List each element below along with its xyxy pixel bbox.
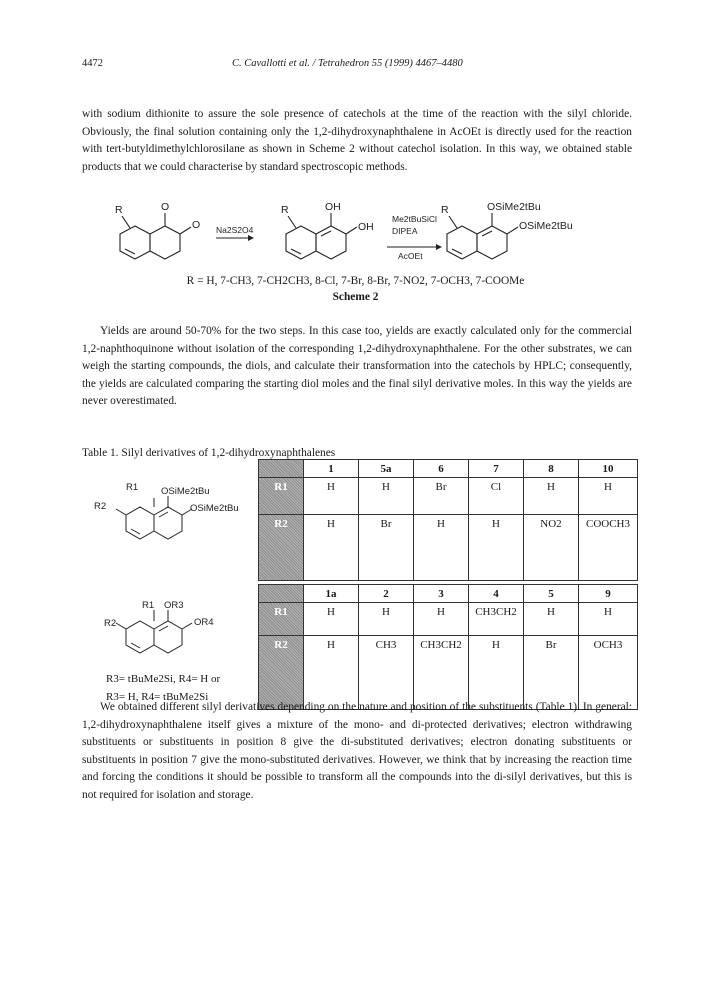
cell-r2: OCH3 — [579, 636, 638, 710]
cell-r2: COOCH3 — [579, 515, 638, 581]
struct2-label-r2: R2 — [104, 618, 117, 629]
corner-cell — [259, 460, 304, 478]
struct2-ring-left — [126, 621, 154, 653]
scheme-substituents: R = H, 7-CH3, 7-CH2CH3, 8-Cl, 7-Br, 8-Br, 7-NO2, 7-OCH3, 7-COOMe — [186, 275, 525, 287]
compound-header: 3 — [414, 585, 469, 603]
compound-header: 10 — [579, 460, 638, 478]
row-label-r2: R2 — [259, 515, 304, 581]
cell-r1: H — [579, 478, 638, 515]
table-caption: Table 1. Silyl derivatives of 1,2-dihydroxynaphthalenes — [82, 447, 336, 459]
cell-r1: H — [579, 603, 638, 636]
struct2-label-or3: OR3 — [164, 600, 184, 611]
compound-header: 1a — [304, 585, 359, 603]
cell-r2: CH3CH2 — [414, 636, 469, 710]
struct2-label-or4: OR4 — [194, 617, 214, 628]
struct1-label-osi2: OSiMe2tBu — [190, 503, 239, 514]
compound-header: 4 — [469, 585, 524, 603]
compound-header: 5a — [359, 460, 414, 478]
structure-disilyl — [86, 478, 256, 566]
struct1-label-osi1: OSiMe2tBu — [161, 486, 210, 497]
cell-r2: NO2 — [524, 515, 579, 581]
structure2-note-2: R3= H, R4= tBuMe2Si — [106, 691, 209, 703]
molecule1-ring-left — [120, 226, 150, 259]
mol2-label-r: R — [281, 204, 289, 216]
cell-r1: H — [304, 603, 359, 636]
struct2-ring-right — [154, 621, 182, 653]
mol3-label-r: R — [441, 204, 449, 216]
mol2-label-oh1: OH — [325, 201, 341, 213]
row-label-r1: R1 — [259, 478, 304, 515]
row-label-r1: R1 — [259, 603, 304, 636]
page-number: 4472 — [82, 58, 103, 69]
mol1-label-o1: O — [161, 201, 170, 213]
mol3-label-osi1: OSiMe2tBu — [487, 201, 541, 213]
compound-header: 1 — [304, 460, 359, 478]
cell-r2: H — [469, 515, 524, 581]
arrow-2-head — [436, 244, 442, 250]
molecule2-ring-left — [286, 226, 316, 259]
table-block-1 — [258, 459, 638, 581]
cell-r1: H — [359, 478, 414, 515]
struct1-label-r1: R1 — [126, 482, 139, 493]
mol2-label-oh2: OH — [358, 221, 374, 233]
corner-cell — [259, 585, 304, 603]
struct1-ring-left — [126, 507, 154, 539]
structure2-note-1: R3= tBuMe2Si, R4= H or — [106, 673, 221, 685]
cell-r2: CH3 — [359, 636, 414, 710]
struct1-label-r2: R2 — [94, 501, 107, 512]
paragraph-intro: with sodium dithionite to assure the sole presence of catechols at the time of the reaction with the silyl chloride. Obviously, the final solution containing only the 1,2-dihydroxynaphthalene in AcOEt is directly used for the reaction with tert-butyldimethylchlorosilane as shown in Scheme 2 without catechol isolation. In this way, we obtained stable products that we could characterise by standard spectroscopic methods. — [82, 108, 632, 173]
mol3-label-osi2: OSiMe2tBu — [519, 220, 573, 232]
molecule3-ring-right — [477, 226, 507, 259]
cell-r1: H — [304, 478, 359, 515]
cell-r1: Cl — [469, 478, 524, 515]
reagent-na2s2o4: Na2S2O4 — [216, 225, 254, 235]
table-block-2 — [258, 584, 638, 710]
molecule2-ring-right — [316, 226, 346, 259]
struct2-label-r1: R1 — [142, 600, 155, 611]
row-label-r2: R2 — [259, 636, 304, 710]
paragraph-yields: Yields are around 50-70% for the two steps. In this case too, yields are exactly calculated only for the commercial 1,2-naphthoquinone without isolation of the corresponding 1,2-dihydroxynaphthalene. For the other substrates, we can weigh the starting compounds, the diols, and calculate their transformation into the catechols by HPLC; consequently, the yields are calculated comparing the starting diol moles and the final silyl derivative moles. In this way the yields are never overestimated. — [82, 325, 632, 408]
cell-r2: Br — [359, 515, 414, 581]
struct1-ring-right — [154, 507, 182, 539]
reagent-silyl-chloride: Me2tBuSiCl — [392, 214, 437, 224]
reagent-acoet: AcOEt — [398, 251, 423, 261]
compound-header: 7 — [469, 460, 524, 478]
scheme-title: Scheme 2 — [332, 291, 379, 303]
cell-r1: H — [414, 603, 469, 636]
cell-r1: Br — [414, 478, 469, 515]
cell-r2: H — [414, 515, 469, 581]
cell-r2: H — [304, 515, 359, 581]
journal-citation: C. Cavallotti et al. / Tetrahedron 55 (1999) 4467–4480 — [232, 58, 463, 69]
compound-header: 9 — [579, 585, 638, 603]
cell-r2: H — [469, 636, 524, 710]
reagent-dipea: DIPEA — [392, 226, 418, 236]
cell-r1: H — [524, 603, 579, 636]
compound-header: 5 — [524, 585, 579, 603]
arrow-1-head — [248, 235, 254, 241]
mol1-label-r: R — [115, 204, 123, 216]
mol1-label-o2: O — [192, 219, 201, 231]
cell-r1: H — [524, 478, 579, 515]
molecule3-ring-left — [447, 226, 477, 259]
cell-r1: CH3CH2 — [469, 603, 524, 636]
cell-r2: Br — [524, 636, 579, 710]
compound-header: 6 — [414, 460, 469, 478]
compound-header: 8 — [524, 460, 579, 478]
cell-r2: H — [304, 636, 359, 710]
compound-header: 2 — [359, 585, 414, 603]
paragraph-results: We obtained different silyl derivatives depending on the nature and position of the substituents (Table 1). In general: 1,2-dihydroxynaphthalene itself gives a mixture of the mono- and di-protected derivatives; electron withdrawing substituents or substituents in position 8 give the di-substituted derivatives; electron donating substituents or substituents in position 7 give the mono-substituted derivatives. However, we think that by increasing the reaction time and forcing the conditions it should be possible to transform all the compounds into the di-silyl derivatives, but this is not required for isolation and storage. — [82, 701, 632, 801]
molecule1-ring-right — [150, 226, 180, 259]
scheme-2-diagram — [100, 198, 620, 276]
structure-monosilyl — [86, 598, 256, 674]
cell-r1: H — [359, 603, 414, 636]
